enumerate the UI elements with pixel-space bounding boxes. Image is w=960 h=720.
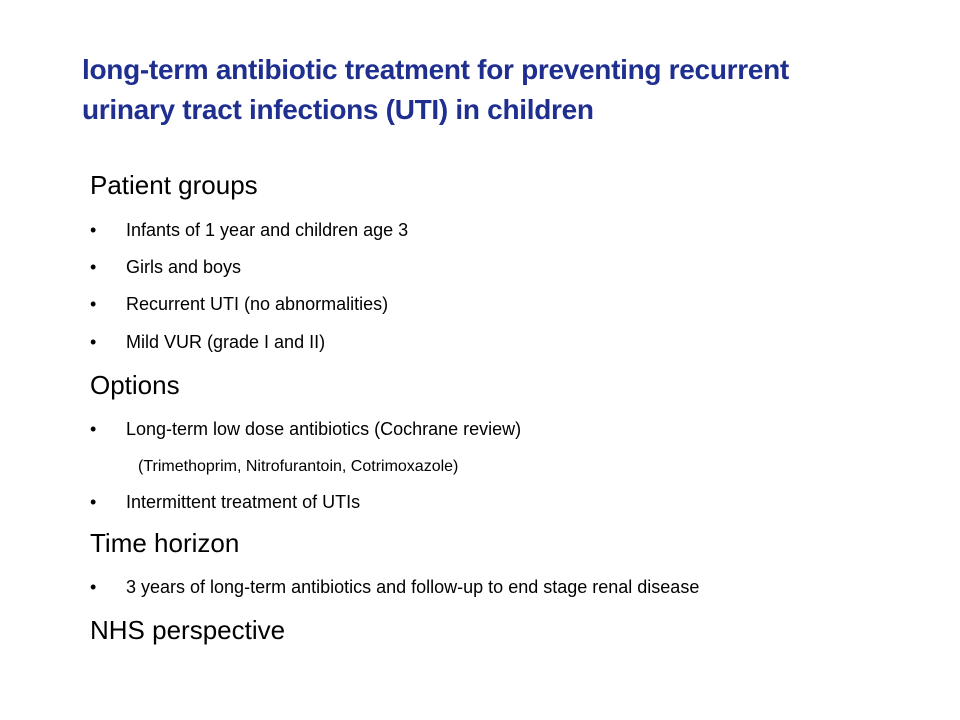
list-item bbox=[90, 330, 325, 354]
list-item bbox=[90, 255, 241, 279]
bullet-icon: • bbox=[90, 577, 97, 597]
list-item bbox=[90, 417, 521, 441]
option-intermittent-treatment: Intermittent treatment of UTIs bbox=[126, 492, 361, 512]
slide-title-line-1: long-term antibiotic treatment for preventing recurrent bbox=[82, 54, 789, 85]
bullet-icon: • bbox=[90, 257, 97, 277]
slide-title bbox=[82, 50, 902, 130]
patient-group-infants: Infants of 1 year and children age 3 bbox=[126, 220, 409, 240]
options-heading: Options bbox=[90, 370, 180, 400]
nhs-perspective-heading: NHS perspective bbox=[90, 615, 286, 645]
bullet-icon: • bbox=[90, 220, 97, 240]
list-item bbox=[90, 292, 388, 316]
patient-groups-heading: Patient groups bbox=[90, 170, 258, 200]
time-horizon-detail: 3 years of long-term antibiotics and follow-up to end stage renal disease bbox=[126, 577, 700, 597]
bullet-icon: • bbox=[90, 332, 97, 352]
list-item bbox=[90, 490, 360, 514]
patient-group-recurrent-uti: Recurrent UTI (no abnormalities) bbox=[126, 294, 389, 314]
bullet-icon: • bbox=[90, 294, 97, 314]
bullet-icon: • bbox=[90, 492, 97, 512]
slide-title-line-2: urinary tract infections (UTI) in children bbox=[82, 94, 594, 125]
time-horizon-heading: Time horizon bbox=[90, 528, 240, 558]
list-item bbox=[90, 575, 699, 599]
patient-group-gender: Girls and boys bbox=[126, 257, 242, 277]
bullet-icon: • bbox=[90, 419, 97, 439]
list-item bbox=[90, 218, 408, 242]
antibiotics-sub-note: (Trimethoprim, Nitrofurantoin, Cotrimoxazole) bbox=[138, 458, 459, 475]
option-long-term-antibiotics: Long-term low dose antibiotics (Cochrane review) bbox=[126, 419, 522, 439]
patient-group-mild-vur: Mild VUR (grade I and II) bbox=[126, 332, 326, 352]
